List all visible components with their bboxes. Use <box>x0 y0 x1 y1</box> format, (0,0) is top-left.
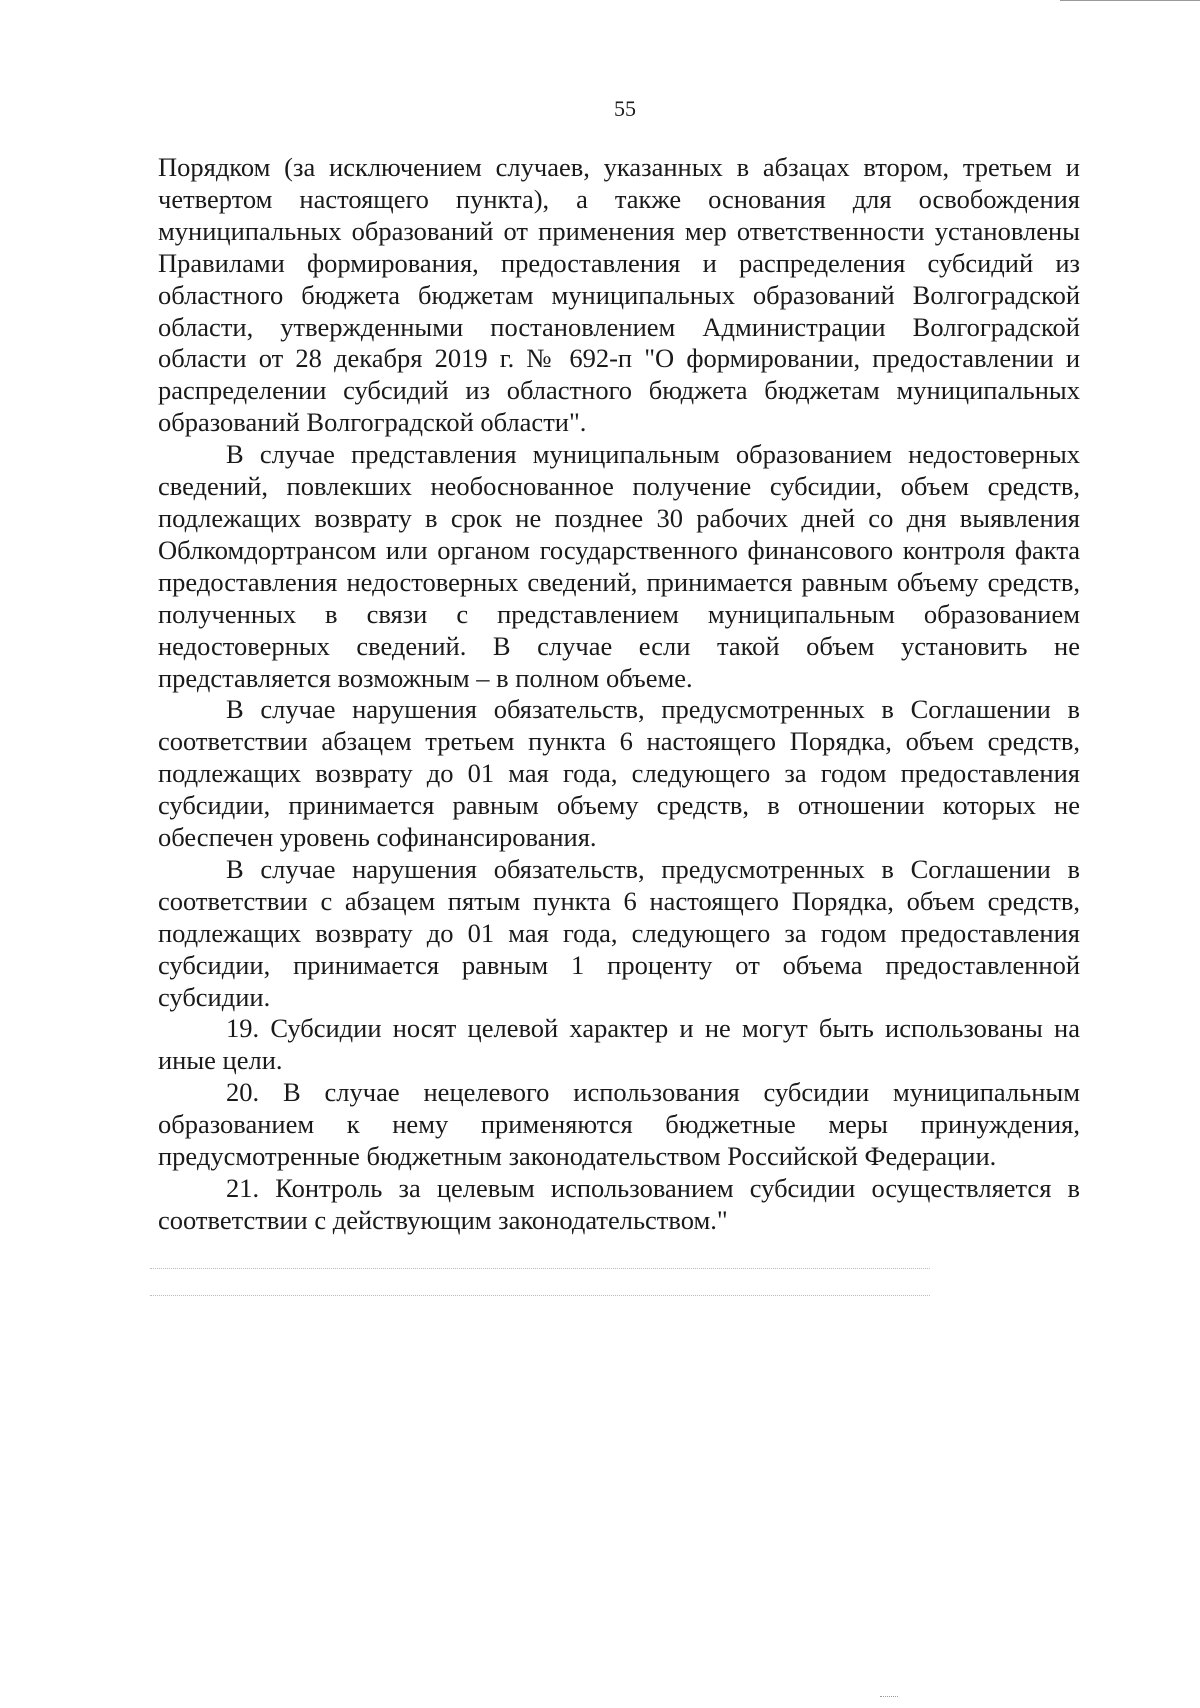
scan-artifact-dots <box>150 1268 930 1298</box>
scan-artifact-row <box>150 1295 930 1296</box>
paragraph-continuation: Порядком (за исключением случаев, указанных в абзацах втором, третьем и четвертом настоящего пункта), а также основания для освобождения муниципальных образований от применения мер ответственности установлены Правилами формирования, предоставления и распределения субсидий из областного бюджета бюджетам муниципальных образований Волгоградской области, утвержденными постановлением Администрации Волгоградской области от 28 декабря 2019 г. № 692-п "О формировании, предоставлении и распределении субсидий из областного бюджета бюджетам муниципальных образований Волгоградской области". <box>158 152 1080 438</box>
paragraph-item-20: 20. В случае нецелевого использования субсидии муниципальным образованием к нему применяются бюджетные меры принуждения, предусмотренные бюджетным законодательством Российской Федерации. <box>158 1077 1080 1172</box>
paragraph-cofinancing-violation: В случае нарушения обязательств, предусмотренных в Соглашении в соответствии абзацем третьем пункта 6 настоящего Порядка, объем средств, подлежащих возврату до 01 мая года, следующего за годом предоставления субсидии, принимается равным объему средств, в отношении которых не обеспечен уровень софинансирования. <box>158 694 1080 853</box>
paragraph-item-21: 21. Контроль за целевым использованием субсидии осуществляется в соответствии с действующим законодательством." <box>158 1173 1080 1235</box>
scan-artifact-mark <box>880 1696 898 1697</box>
document-body <box>158 152 1080 1237</box>
paragraph-item-19: 19. Субсидии носят целевой характер и не могут быть использованы на иные цели. <box>158 1013 1080 1076</box>
paragraph-false-information: В случае представления муниципальным образованием недостоверных сведений, повлекших необоснованное получение субсидии, объем средств, подлежащих возврату в срок не позднее 30 рабочих дней со дня выявления Облкомдортрансом или органом государственного финансового контроля факта предоставления недостоверных сведений, принимается равным объему средств, полученных в связи с представлением муниципальным образованием недостоверных сведений. В случае если такой объем установить не представляется возможным – в полном объеме. <box>158 439 1080 693</box>
scan-artifact-row <box>150 1268 930 1269</box>
paragraph-clause-five-violation: В случае нарушения обязательств, предусмотренных в Соглашении в соответствии с абзацем пятым пункта 6 настоящего Порядка, объем средств, подлежащих возврату до 01 мая года, следующего за годом предоставления субсидии, принимается равным 1 проценту от объема предоставленной субсидии. <box>158 853 1080 1012</box>
scan-edge-line <box>1060 0 1200 1</box>
page-number: 55 <box>614 96 636 121</box>
